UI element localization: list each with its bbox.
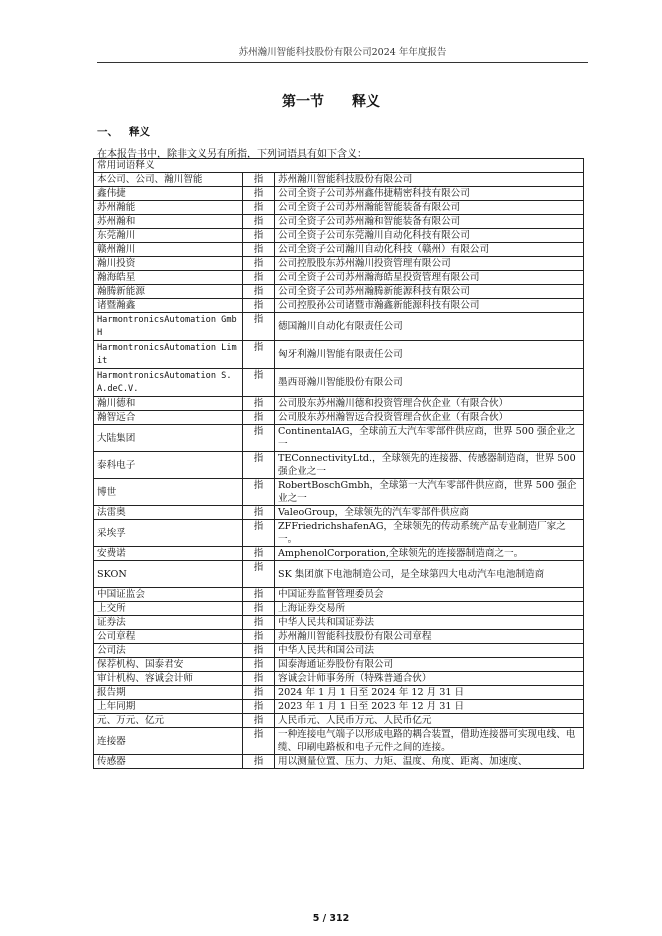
refers-cell: 指 (243, 243, 275, 257)
table-row (94, 602, 584, 616)
table-row (94, 299, 584, 313)
refers-cell: 指 (243, 506, 275, 520)
subheading-number: 一、 (97, 126, 118, 138)
table-row (94, 506, 584, 520)
term-cell: 鑫伟捷 (94, 187, 243, 201)
refers-cell: 指 (243, 313, 275, 341)
term-cell: 博世 (94, 479, 243, 506)
term-cell: 瀚川投资 (94, 257, 243, 271)
term-cell: 安费诺 (94, 547, 243, 561)
table-row (94, 257, 584, 271)
definition-cell: 中华人民共和国公司法 (275, 644, 584, 658)
definition-cell: 公司全资子公司瀚川自动化科技（赣州）有限公司 (275, 243, 584, 257)
term-cell: 赣州瀚川 (94, 243, 243, 257)
refers-cell: 指 (243, 728, 275, 755)
refers-cell: 指 (243, 271, 275, 285)
definition-cell: 人民币元、人民币万元、人民币亿元 (275, 714, 584, 728)
term-cell: 本公司、公司、瀚川智能 (94, 173, 243, 187)
definition-cell: 公司股东苏州瀚智远合投资管理合伙企业（有限合伙） (275, 411, 584, 425)
definition-cell: 苏州瀚川智能科技股份有限公司章程 (275, 630, 584, 644)
table-row (94, 369, 584, 397)
definition-cell: ZFFriedrichshafenAG，全球领先的传动系统产品专业制造厂家之一。 (275, 520, 584, 547)
table-row (94, 616, 584, 630)
subheading-text: 释义 (129, 126, 150, 138)
term-cell: 报告期 (94, 686, 243, 700)
refers-cell: 指 (243, 602, 275, 616)
term-cell: 法雷奥 (94, 506, 243, 520)
term-cell: 公司法 (94, 644, 243, 658)
term-cell: HarmontronicsAutomation Limit (94, 341, 243, 369)
table-row (94, 215, 584, 229)
definition-cell: ContinentalAG，全球前五大汽车零部件供应商，世界 500 强企业之一 (275, 425, 584, 452)
term-cell: 诸暨瀚鑫 (94, 299, 243, 313)
definition-cell: 苏州瀚川智能科技股份有限公司 (275, 173, 584, 187)
term-cell: 上年同期 (94, 700, 243, 714)
refers-cell: 指 (243, 187, 275, 201)
term-cell: SKON (94, 561, 243, 588)
refers-cell: 指 (243, 588, 275, 602)
term-cell: 保荐机构、国泰君安 (94, 658, 243, 672)
term-cell: 证券法 (94, 616, 243, 630)
definition-cell: 中国证券监督管理委员会 (275, 588, 584, 602)
subheading (97, 124, 150, 139)
definitions-table (93, 158, 584, 769)
refers-cell: 指 (243, 257, 275, 271)
term-cell: 元、万元、亿元 (94, 714, 243, 728)
term-cell: 中国证监会 (94, 588, 243, 602)
refers-cell: 指 (243, 173, 275, 187)
table-row (94, 644, 584, 658)
definition-cell: 公司全资子公司苏州瀚腾新能源科技有限公司 (275, 285, 584, 299)
table-row (94, 173, 584, 187)
table-row (94, 411, 584, 425)
definition-cell: RobertBoschGmbh，全球第一大汽车零部件供应商，世界 500 强企业之一 (275, 479, 584, 506)
refers-cell: 指 (243, 369, 275, 397)
definition-cell: 公司全资子公司苏州瀚能智能装备有限公司 (275, 201, 584, 215)
refers-cell: 指 (243, 411, 275, 425)
refers-cell: 指 (243, 299, 275, 313)
table-row (94, 520, 584, 547)
refers-cell: 指 (243, 229, 275, 243)
refers-cell: 指 (243, 520, 275, 547)
definition-cell: ValeoGroup，全球领先的汽车零部件供应商 (275, 506, 584, 520)
table-row (94, 686, 584, 700)
definition-cell: 公司控股孙公司诸暨市瀚鑫新能源科技有限公司 (275, 299, 584, 313)
table-row (94, 341, 584, 369)
refers-cell: 指 (243, 686, 275, 700)
table-row (94, 243, 584, 257)
term-cell: HarmontronicsAutomation GmbH (94, 313, 243, 341)
definition-cell: 公司全资子公司苏州瀚和智能装备有限公司 (275, 215, 584, 229)
refers-cell: 指 (243, 616, 275, 630)
table-row (94, 630, 584, 644)
table-row (94, 672, 584, 686)
definition-cell: 公司股东苏州瀚川德和投资管理合伙企业（有限合伙） (275, 397, 584, 411)
term-cell: 采埃孚 (94, 520, 243, 547)
table-row (94, 700, 584, 714)
table-row (94, 285, 584, 299)
refers-cell: 指 (243, 547, 275, 561)
table-row (94, 714, 584, 728)
refers-cell: 指 (243, 714, 275, 728)
table-row (94, 755, 584, 769)
refers-cell: 指 (243, 285, 275, 299)
refers-cell: 指 (243, 658, 275, 672)
table-row (94, 187, 584, 201)
definition-cell: 德国瀚川自动化有限责任公司 (275, 313, 584, 341)
definition-cell: 中华人民共和国证券法 (275, 616, 584, 630)
term-cell: 连接器 (94, 728, 243, 755)
refers-cell: 指 (243, 672, 275, 686)
header-divider (97, 62, 588, 63)
refers-cell: 指 (243, 630, 275, 644)
definition-cell: 一种连接电气端子以形成电路的耦合装置，借助连接器可实现电线、电缆、印刷电路板和电子元件之间的连接。 (275, 728, 584, 755)
definition-cell: AmphenolCorporation,全球领先的连接器制造商之一。 (275, 547, 584, 561)
definition-cell: 公司全资子公司苏州鑫伟捷精密科技有限公司 (275, 187, 584, 201)
table-row (94, 271, 584, 285)
term-cell: HarmontronicsAutomation S.A.deC.V. (94, 369, 243, 397)
definition-cell: 2024 年 1 月 1 日至 2024 年 12 月 31 日 (275, 686, 584, 700)
definition-cell: 2023 年 1 月 1 日至 2023 年 12 月 31 日 (275, 700, 584, 714)
table-row (94, 313, 584, 341)
term-cell: 苏州瀚能 (94, 201, 243, 215)
section-title: 第一节 释义 (282, 94, 380, 110)
term-cell: 上交所 (94, 602, 243, 616)
refers-cell: 指 (243, 561, 275, 588)
definition-cell: 国泰海通证券股份有限公司 (275, 658, 584, 672)
term-cell: 瀚川德和 (94, 397, 243, 411)
definitions-table-body (94, 159, 584, 769)
refers-cell: 指 (243, 201, 275, 215)
refers-cell: 指 (243, 452, 275, 479)
definition-cell: 用以测量位置、压力、力矩、温度、角度、距离、加速度、 (275, 755, 584, 769)
table-row (94, 397, 584, 411)
refers-cell: 指 (243, 755, 275, 769)
term-cell: 瀚智远合 (94, 411, 243, 425)
table-row (94, 201, 584, 215)
table-row (94, 547, 584, 561)
table-row (94, 479, 584, 506)
refers-cell: 指 (243, 479, 275, 506)
term-cell: 瀚腾新能源 (94, 285, 243, 299)
term-cell: 大陆集团 (94, 425, 243, 452)
refers-cell: 指 (243, 644, 275, 658)
definition-cell: 公司控股股东苏州瀚川投资管理有限公司 (275, 257, 584, 271)
intro-paragraph: 在本报告书中，除非文义另有所指，下列词语具有如下含义： (97, 149, 367, 160)
page-header: 苏州瀚川智能科技股份有限公司2024 年年度报告 (238, 47, 447, 58)
definition-cell: TEConnectivityLtd.，全球领先的连接器、传感器制造商，世界 500 强企业之一 (275, 452, 584, 479)
refers-cell: 指 (243, 700, 275, 714)
table-row (94, 425, 584, 452)
table-row (94, 561, 584, 588)
term-cell: 公司章程 (94, 630, 243, 644)
refers-cell: 指 (243, 397, 275, 411)
definition-cell: 墨西哥瀚川智能股份有限公司 (275, 369, 584, 397)
table-row (94, 452, 584, 479)
table-row (94, 728, 584, 755)
definition-cell: 上海证券交易所 (275, 602, 584, 616)
page-number: 5 / 312 (312, 913, 350, 924)
definition-cell: 容诚会计师事务所（特殊普通合伙） (275, 672, 584, 686)
table-caption: 常用词语释义 (94, 159, 584, 173)
term-cell: 审计机构、容诚会计师 (94, 672, 243, 686)
term-cell: 苏州瀚和 (94, 215, 243, 229)
definition-cell: 匈牙利瀚川智能有限责任公司 (275, 341, 584, 369)
refers-cell: 指 (243, 215, 275, 229)
term-cell: 泰科电子 (94, 452, 243, 479)
table-row (94, 658, 584, 672)
term-cell: 东莞瀚川 (94, 229, 243, 243)
refers-cell: 指 (243, 425, 275, 452)
table-row (94, 588, 584, 602)
term-cell: 瀚海皓星 (94, 271, 243, 285)
table-row (94, 229, 584, 243)
refers-cell: 指 (243, 341, 275, 369)
table-caption-row (94, 159, 584, 173)
definition-cell: 公司全资子公司东莞瀚川自动化科技有限公司 (275, 229, 584, 243)
definition-cell: 公司全资子公司苏州瀚海皓星投资管理有限公司 (275, 271, 584, 285)
definition-cell: SK 集团旗下电池制造公司，是全球第四大电动汽车电池制造商 (275, 561, 584, 588)
term-cell: 传感器 (94, 755, 243, 769)
